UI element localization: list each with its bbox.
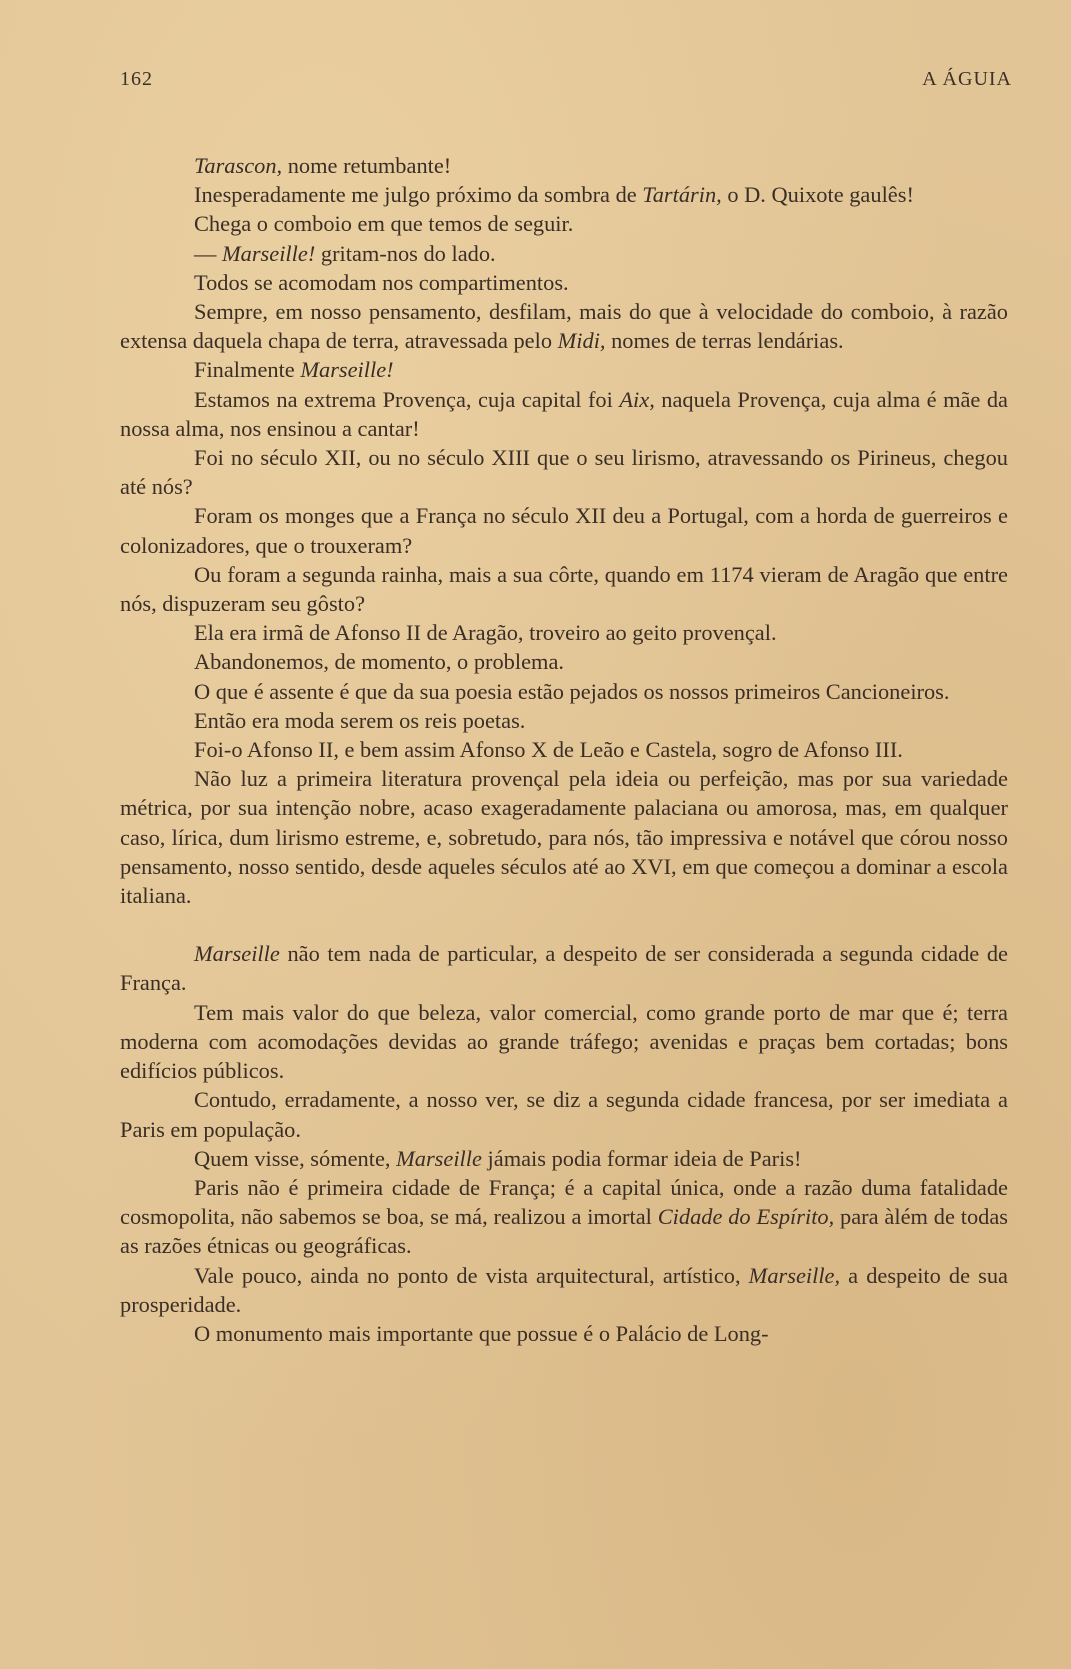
italic-text: Cidade do Espírito, [657,1204,835,1230]
text-run: Não luz a primeira literatura provençal pela ideia ou perfeição, mas por sua variedade métrica, por sua intenção nobre, acaso exageradamente palaciana ou amorosa, mas, em qualquer caso, lírica, dum lirismo estreme, e, sobretudo, para nós, tão impressiva e notável que córou nosso pensamento, nosso sentido, desde aqueles séculos até ao XVI, em que começou a dominar a escola italiana. [120,766,1008,909]
text-run: Então era moda serem os reis poetas. [194,707,526,733]
text-run: o D. Quixote gaulês! [721,182,914,208]
italic-text: Aix, [619,386,655,412]
text-run: Foi-o Afonso II, e bem assim Afonso X de Leão e Castela, sogro de Afonso III. [194,737,903,763]
text-run: Tem mais valor do que beleza, valor comercial, como grande porto de mar que é; terra moderna com acomodações devidas ao grande tráfego; avenidas e praças bem cortadas; bons edifícios públicos. [120,999,1008,1084]
text-run: não tem nada de particular, a despeito de ser considerada a segunda cidade de França. [120,941,1008,996]
text-run: Contudo, erradamente, a nosso ver, se diz a segunda cidade francesa, por ser imediata a Paris em população. [120,1087,1008,1142]
italic-text: Tartárin, [642,182,722,208]
text-run: para àlém de todas as razões étnicas ou geográficas. [120,1204,1008,1259]
paragraph [120,209,1008,238]
text-run: Paris não é primeira cidade de França; é a capital única, onde a razão duma fatalidade cosmopolita, não sabemos se boa, se má, realizou a imortal [120,1174,1008,1230]
italic-text: Marseille! [222,240,316,266]
paragraph [120,151,1008,180]
text-run: Estamos na extrema Provença, cuja capital foi [194,386,620,412]
text-run: O que é assente é que da sua poesia estão pejados os nossos primeiros Cancioneiros. [194,678,950,704]
text-run: Abandonemos, de momento, o problema. [194,649,564,675]
paragraph [120,1085,1008,1143]
text-run: — [194,240,222,266]
paragraph [120,501,1008,559]
paragraph [120,560,1008,618]
paragraph [120,385,1008,443]
text-run: nomes de terras lendárias. [605,328,844,354]
text-run: Foi no século XII, ou no século XIII que o seu lirismo, atravessando os Pirineus, chegou até nós? [120,445,1008,500]
italic-text: Midi, [557,328,606,354]
text-run: Ou foram a segunda rainha, mais a sua côrte, quando em 1174 vieram de Aragão que entre nós, dispuzeram seu gôsto? [120,561,1008,617]
paragraph [120,268,1008,297]
paragraph [120,1319,1008,1348]
paragraph [120,706,1008,735]
paragraph [120,1261,1008,1319]
text-run: Foram os monges que a França no século XII deu a Portugal, com a horda de guerreiros e colonizadores, que o trouxeram? [120,503,1008,558]
paragraph [120,618,1008,647]
text-run: Quem visse, sómente, [194,1145,397,1171]
text-run: Chega o comboio em que temos de seguir. [194,211,574,237]
text-run: Todos se acomodam nos compartimentos. [194,269,569,295]
paragraph [120,443,1008,501]
text-run: Sempre, em nosso pensamento, desfilam, mais do que à velocidade do comboio, à razão extensa daquela chapa de terra, atravessada pelo [120,299,1008,354]
text-run: Ela era irmã de Afonso II de Aragão, troveiro ao geito provençal. [194,620,777,646]
text-run: Vale pouco, ainda no ponto de vista arquitectural, artístico, [194,1262,749,1288]
paragraph [120,180,1008,209]
italic-text: Marseille, [748,1262,841,1288]
page-number: 162 [120,68,153,90]
paragraph [120,764,1008,910]
text-run: naquela Provença, cuja alma é mãe da nossa alma, nos ensinou a cantar! [120,386,1008,441]
italic-text: Marseille [396,1145,482,1171]
paragraph [120,355,1008,384]
text-run: Inesperadamente me julgo próximo da sombra de [194,182,643,208]
text-run: O monumento mais importante que possue é o Palácio de Long- [194,1320,769,1346]
paragraph [120,1144,1008,1173]
paragraph [120,647,1008,676]
text-run: jámais podia formar ideia de Paris! [481,1145,802,1171]
italic-text: Tarascon, [194,153,283,178]
paragraph [120,998,1008,1086]
paragraph [120,939,1008,997]
body-text [120,151,1008,1348]
paragraph [120,1173,1008,1261]
text-run: a despeito de sua prosperidade. [120,1262,1008,1317]
running-title: A ÁGUIA [922,68,1012,90]
text-run: nome retumbante! [282,153,452,178]
italic-text: Marseille! [300,357,394,383]
text-run: gritam-nos do lado. [315,240,496,266]
paragraph [120,677,1008,706]
paragraph [120,735,1008,764]
text-run: Finalmente [194,357,301,383]
paragraph [120,297,1008,355]
italic-text: Marseille [194,941,280,967]
paragraph [120,239,1008,268]
